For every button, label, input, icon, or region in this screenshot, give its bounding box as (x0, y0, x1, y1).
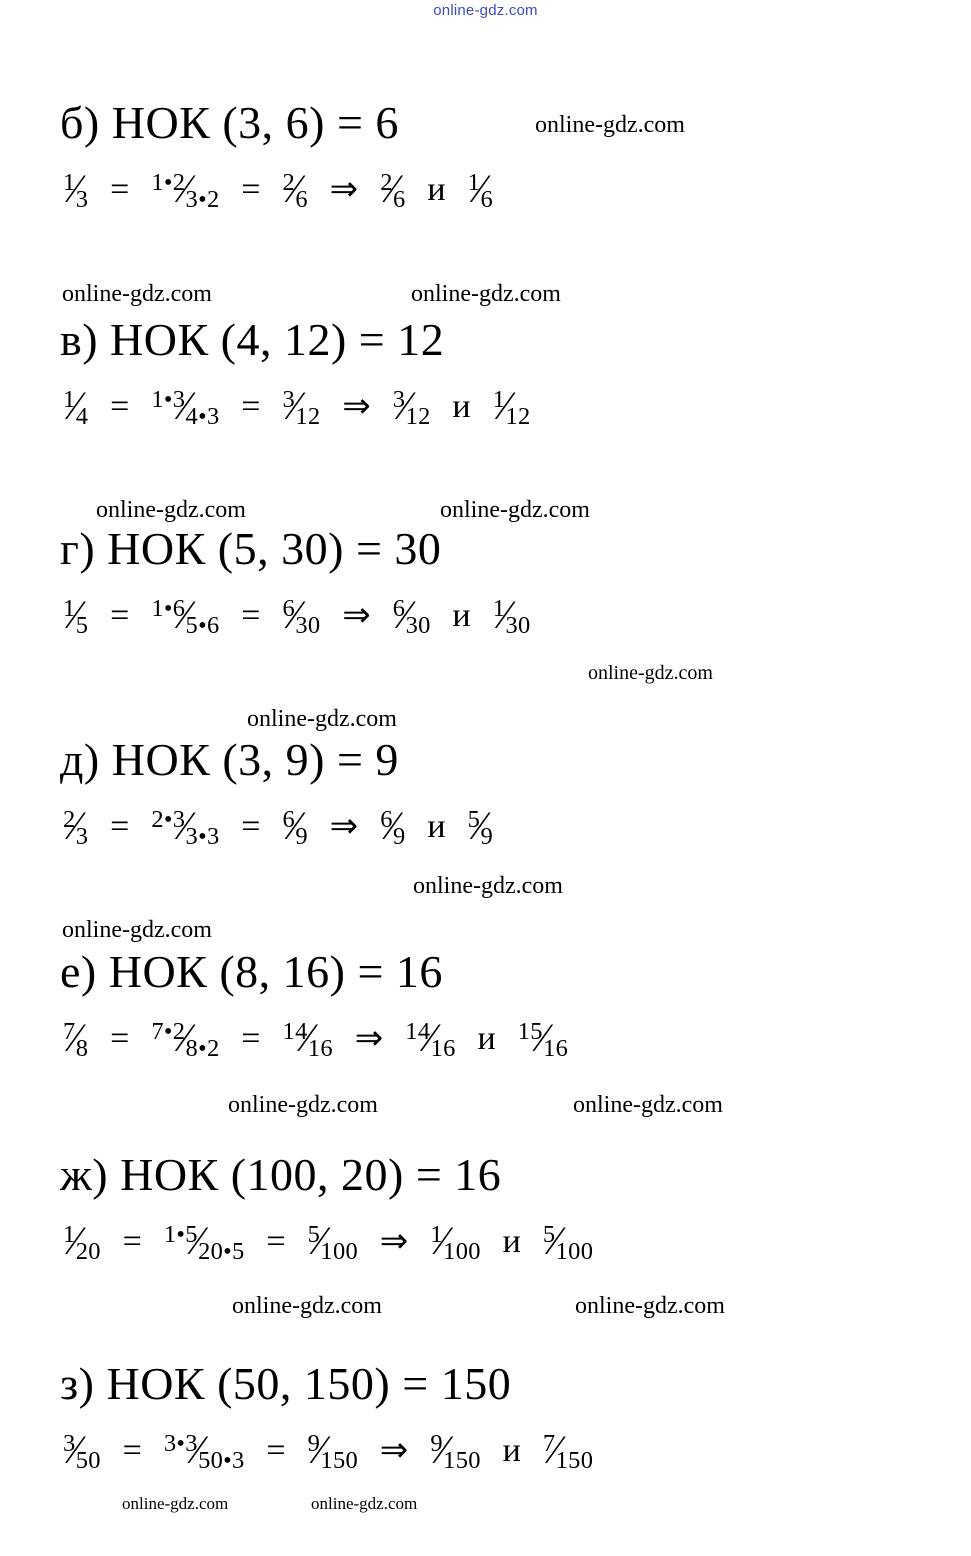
fraction-answer-2: $^{15}⁄_{16}$ (517, 1014, 569, 1063)
slash-icon: ⁄ (439, 1217, 447, 1263)
fraction-answer-1: $^3⁄_{12}$ (392, 382, 431, 431)
slash-icon: ⁄ (72, 1217, 80, 1263)
watermark: online-gdz.com (411, 281, 561, 307)
fraction-mid: $^{1•3}⁄_{4•3}$ (151, 382, 220, 431)
formula-g (60, 589, 971, 640)
fraction-lhs: $^1⁄_4$ (62, 382, 89, 431)
equals-sign: = (110, 808, 130, 845)
fraction-answer-1: $^9⁄_{150}$ (430, 1426, 481, 1475)
fraction-answer-2: $^1⁄_{30}$ (492, 591, 531, 640)
fraction-result: $^{14}⁄_{16}$ (282, 1014, 333, 1063)
fraction-answer-2: $^5⁄_9$ (467, 802, 493, 851)
equals-sign: = (241, 808, 261, 845)
equals-sign: = (110, 171, 130, 208)
implies-icon: ⇒ (379, 1223, 409, 1260)
watermark: online-gdz.com (573, 1092, 723, 1118)
equals-sign: = (241, 171, 261, 208)
fraction-result: $^9⁄_{150}$ (307, 1426, 359, 1475)
fraction-result: $^6⁄_9$ (282, 802, 308, 851)
watermark: online-gdz.com (62, 917, 212, 943)
fraction-answer-2: $^1⁄_{12}$ (492, 382, 531, 431)
fraction-answer-1: $^6⁄_9$ (380, 802, 406, 851)
fraction-result: $^5⁄_{100}$ (307, 1217, 359, 1266)
fraction-answer-2: $^1⁄_6$ (467, 165, 493, 214)
fraction-mid: $^{2•3}⁄_{3•3}$ (151, 802, 220, 851)
fraction-mid: $^{1•5}⁄_{20•5}$ (163, 1217, 245, 1266)
heading-e: е) НОК (8, 16) = 16 (60, 946, 443, 997)
slash-icon: ⁄ (72, 165, 80, 211)
formula-b (60, 163, 971, 214)
heading-zh: ж) НОК (100, 20) = 16 (60, 1149, 502, 1200)
equals-sign: = (122, 1432, 143, 1469)
slash-icon: ⁄ (181, 165, 189, 211)
equals-sign: = (122, 1223, 143, 1260)
fraction-lhs: $^1⁄_{20}$ (62, 1217, 101, 1266)
watermark: online-gdz.com (535, 112, 685, 138)
slash-icon: ⁄ (316, 1426, 324, 1472)
heading-z: з) НОК (50, 150) = 150 (60, 1358, 512, 1409)
slash-icon: ⁄ (194, 1217, 202, 1263)
slash-icon: ⁄ (389, 165, 397, 211)
fraction-mid: $^{7•2}⁄_{8•2}$ (151, 1014, 220, 1063)
watermark: online-gdz.com (96, 497, 246, 523)
fraction-answer-1: $^2⁄_6$ (380, 165, 406, 214)
watermark: online-gdz.com (413, 873, 563, 899)
implies-icon: ⇒ (379, 1432, 409, 1469)
watermark: online-gdz.com (232, 1293, 382, 1319)
fraction-lhs: $^7⁄_8$ (62, 1014, 89, 1063)
solution-item-d (0, 733, 971, 851)
equals-sign: = (241, 1020, 261, 1057)
slash-icon: ⁄ (72, 802, 80, 848)
fraction-answer-1: $^1⁄_{100}$ (430, 1217, 481, 1266)
solution-item-v (0, 313, 971, 431)
watermark: online-gdz.com (440, 497, 590, 523)
equals-sign: = (241, 597, 261, 634)
formula-zh (60, 1215, 971, 1266)
conjunction: и (452, 388, 471, 425)
slash-icon: ⁄ (194, 1426, 202, 1472)
conjunction: и (427, 808, 446, 845)
fraction-result: $^2⁄_6$ (282, 165, 308, 214)
slash-icon: ⁄ (181, 802, 189, 848)
slash-icon: ⁄ (539, 1014, 547, 1060)
slash-icon: ⁄ (291, 591, 299, 637)
slash-icon: ⁄ (291, 802, 299, 848)
top-watermark: online-gdz.com (433, 2, 538, 19)
slash-icon: ⁄ (401, 382, 409, 428)
watermark: online-gdz.com (575, 1293, 725, 1319)
fraction-result: $^6⁄_{30}$ (282, 591, 321, 640)
slash-icon: ⁄ (72, 382, 80, 428)
solution-item-z (0, 1357, 971, 1475)
conjunction: и (502, 1432, 522, 1469)
conjunction: и (502, 1223, 522, 1260)
slash-icon: ⁄ (476, 165, 484, 211)
solution-item-e (0, 945, 971, 1063)
slash-icon: ⁄ (291, 382, 299, 428)
slash-icon: ⁄ (72, 1014, 80, 1060)
slash-icon: ⁄ (476, 802, 484, 848)
slash-icon: ⁄ (389, 802, 397, 848)
implies-icon: ⇒ (329, 808, 359, 845)
formula-d (60, 800, 971, 851)
slash-icon: ⁄ (552, 1426, 560, 1472)
fraction-result: $^3⁄_{12}$ (282, 382, 321, 431)
watermark: online-gdz.com (247, 706, 397, 732)
slash-icon: ⁄ (304, 1014, 312, 1060)
fraction-answer-1: $^{14}⁄_{16}$ (405, 1014, 456, 1063)
slash-icon: ⁄ (552, 1217, 560, 1263)
watermark: online-gdz.com (228, 1092, 378, 1118)
heading-g: г) НОК (5, 30) = 30 (60, 523, 442, 574)
slash-icon: ⁄ (316, 1217, 324, 1263)
formula-z (60, 1424, 971, 1475)
implies-icon: ⇒ (342, 388, 371, 425)
heading-b: б) НОК (3, 6) = 6 (60, 97, 399, 148)
fraction-mid: $^{1•6}⁄_{5•6}$ (151, 591, 220, 640)
watermark: online-gdz.com (62, 281, 212, 307)
fraction-answer-2: $^7⁄_{150}$ (542, 1426, 594, 1475)
watermark: online-gdz.com (122, 1494, 229, 1513)
conjunction: и (477, 1020, 496, 1057)
fraction-mid: $^{3•3}⁄_{50•3}$ (163, 1426, 245, 1475)
solution-item-zh (0, 1148, 971, 1266)
heading-v: в) НОК (4, 12) = 12 (60, 314, 445, 365)
slash-icon: ⁄ (501, 591, 509, 637)
solution-item-g (0, 522, 971, 640)
fraction-answer-2: $^5⁄_{100}$ (542, 1217, 594, 1266)
slash-icon: ⁄ (72, 591, 80, 637)
formula-v (60, 380, 971, 431)
slash-icon: ⁄ (401, 591, 409, 637)
watermark: online-gdz.com (588, 662, 713, 684)
conjunction: и (452, 597, 471, 634)
slash-icon: ⁄ (72, 1426, 80, 1472)
implies-icon: ⇒ (329, 171, 359, 208)
equals-sign: = (266, 1223, 286, 1260)
equals-sign: = (110, 1020, 130, 1057)
equals-sign: = (241, 388, 261, 425)
fraction-mid: $^{1•2}⁄_{3•2}$ (151, 165, 220, 214)
slash-icon: ⁄ (501, 382, 509, 428)
fraction-lhs: $^1⁄_5$ (62, 591, 89, 640)
fraction-lhs: $^1⁄_3$ (62, 165, 89, 214)
implies-icon: ⇒ (342, 597, 371, 634)
fraction-lhs: $^3⁄_{50}$ (62, 1426, 101, 1475)
fraction-answer-1: $^6⁄_{30}$ (392, 591, 431, 640)
watermark: online-gdz.com (311, 1494, 418, 1513)
slash-icon: ⁄ (181, 382, 189, 428)
formula-e (60, 1012, 971, 1063)
slash-icon: ⁄ (291, 165, 299, 211)
slash-icon: ⁄ (181, 591, 189, 637)
slash-icon: ⁄ (427, 1014, 434, 1060)
slash-icon: ⁄ (181, 1014, 189, 1060)
equals-sign: = (110, 597, 130, 634)
equals-sign: = (110, 388, 130, 425)
equals-sign: = (266, 1432, 286, 1469)
solution-item-b (0, 96, 971, 214)
implies-icon: ⇒ (354, 1020, 384, 1057)
heading-d: д) НОК (3, 9) = 9 (60, 734, 399, 785)
slash-icon: ⁄ (439, 1426, 447, 1472)
conjunction: и (427, 171, 446, 208)
fraction-lhs: $^2⁄_3$ (62, 802, 89, 851)
